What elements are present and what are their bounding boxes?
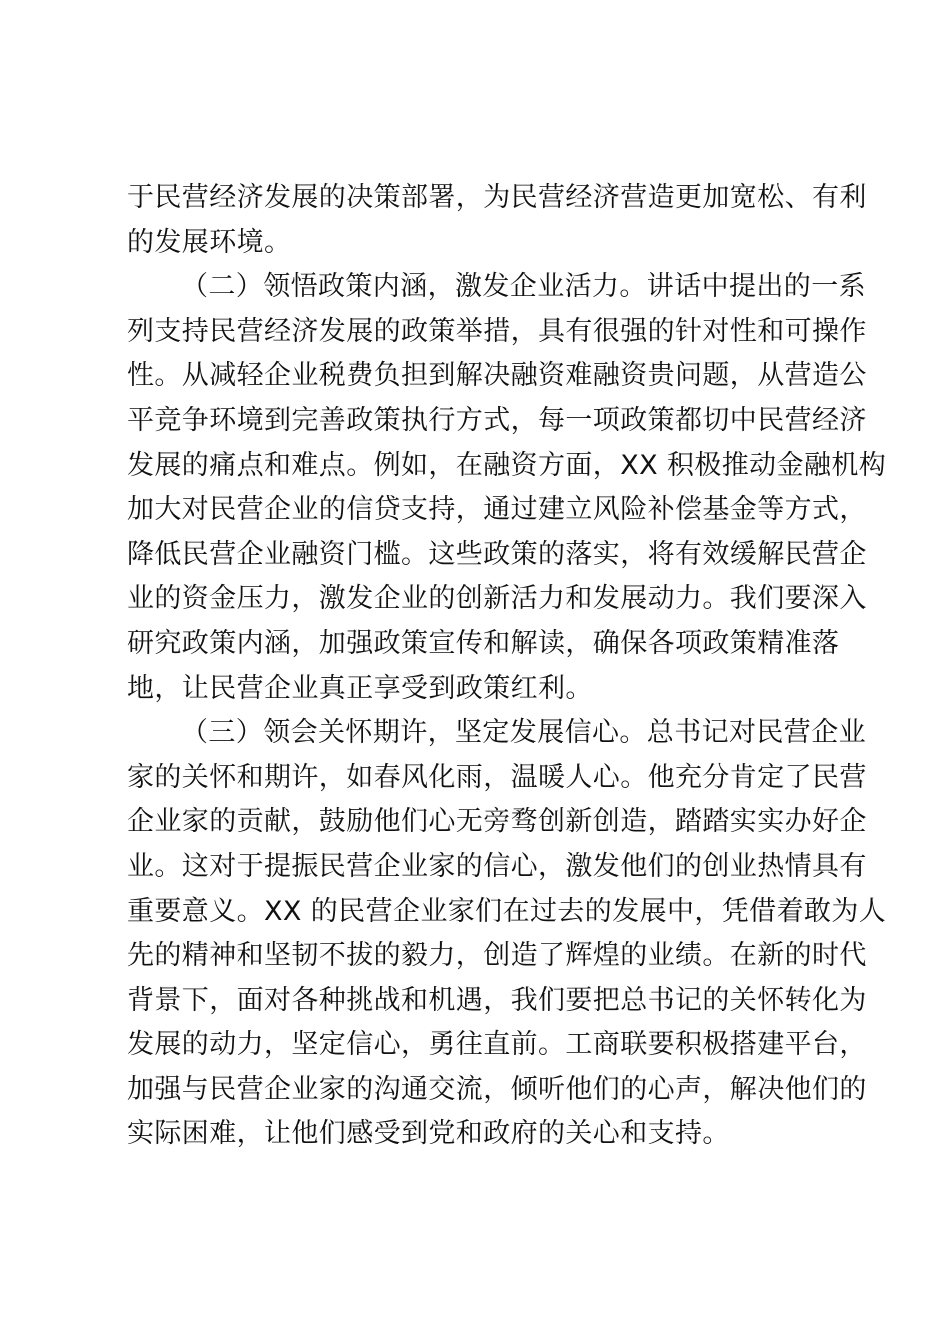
- text-line: 平竞争环境到完善政策执行方式，每一项政策都切中民营经济: [127, 404, 867, 436]
- text-line: 实际困难，让他们感受到党和政府的关心和支持。: [127, 1118, 730, 1150]
- text-line: 业。这对于提振民营企业家的信心，激发他们的创业热情具有: [127, 850, 867, 882]
- text-line: 家的关怀和期许，如春风化雨，温暖人心。他充分肯定了民营: [127, 761, 867, 793]
- text-line: 发展的痛点和难点。例如，在融资方面，XX 积极推动金融机构: [127, 449, 887, 481]
- text-line: 列支持民营经济发展的政策举措，具有很强的针对性和可操作: [127, 315, 867, 347]
- text-line: 研究政策内涵，加强政策宣传和解读，确保各项政策精准落: [127, 627, 840, 659]
- text-line: 加大对民营企业的信贷支持，通过建立风险补偿基金等方式，: [127, 494, 867, 526]
- text-line: 降低民营企业融资门槛。这些政策的落实，将有效缓解民营企: [127, 538, 867, 570]
- text-line: 的发展环境。: [127, 226, 292, 258]
- text-line: 发展的动力，坚定信心，勇往直前。工商联要积极搭建平台，: [127, 1029, 867, 1061]
- text-line: 加强与民营企业家的沟通交流，倾听他们的心声，解决他们的: [127, 1073, 867, 1105]
- text-line: 业的资金压力，激发企业的创新活力和发展动力。我们要深入: [127, 583, 867, 615]
- text-line: 先的精神和坚韧不拔的毅力，创造了辉煌的业绩。在新的时代: [127, 940, 867, 972]
- section-heading-line: （二）领悟政策内涵，激发企业活力。讲话中提出的一系: [181, 271, 866, 303]
- text-line: 背景下，面对各种挑战和机遇，我们要把总书记的关怀转化为: [127, 984, 867, 1016]
- text-line: 地，让民营企业真正享受到政策红利。: [127, 672, 593, 704]
- text-line: 性。从减轻企业税费负担到解决融资难融资贵问题，从营造公: [127, 360, 867, 392]
- text-line: 企业家的贡献，鼓励他们心无旁骛创新创造，踏踏实实办好企: [127, 806, 867, 838]
- text-line: 重要意义。XX 的民营企业家们在过去的发展中，凭借着敢为人: [127, 895, 887, 927]
- text-line: 于民营经济发展的决策部署，为民营经济营造更加宽松、有利: [127, 182, 867, 213]
- section-heading-line: （三）领会关怀期许，坚定发展信心。总书记对民营企业: [181, 717, 866, 749]
- body-text: [127, 176, 887, 1157]
